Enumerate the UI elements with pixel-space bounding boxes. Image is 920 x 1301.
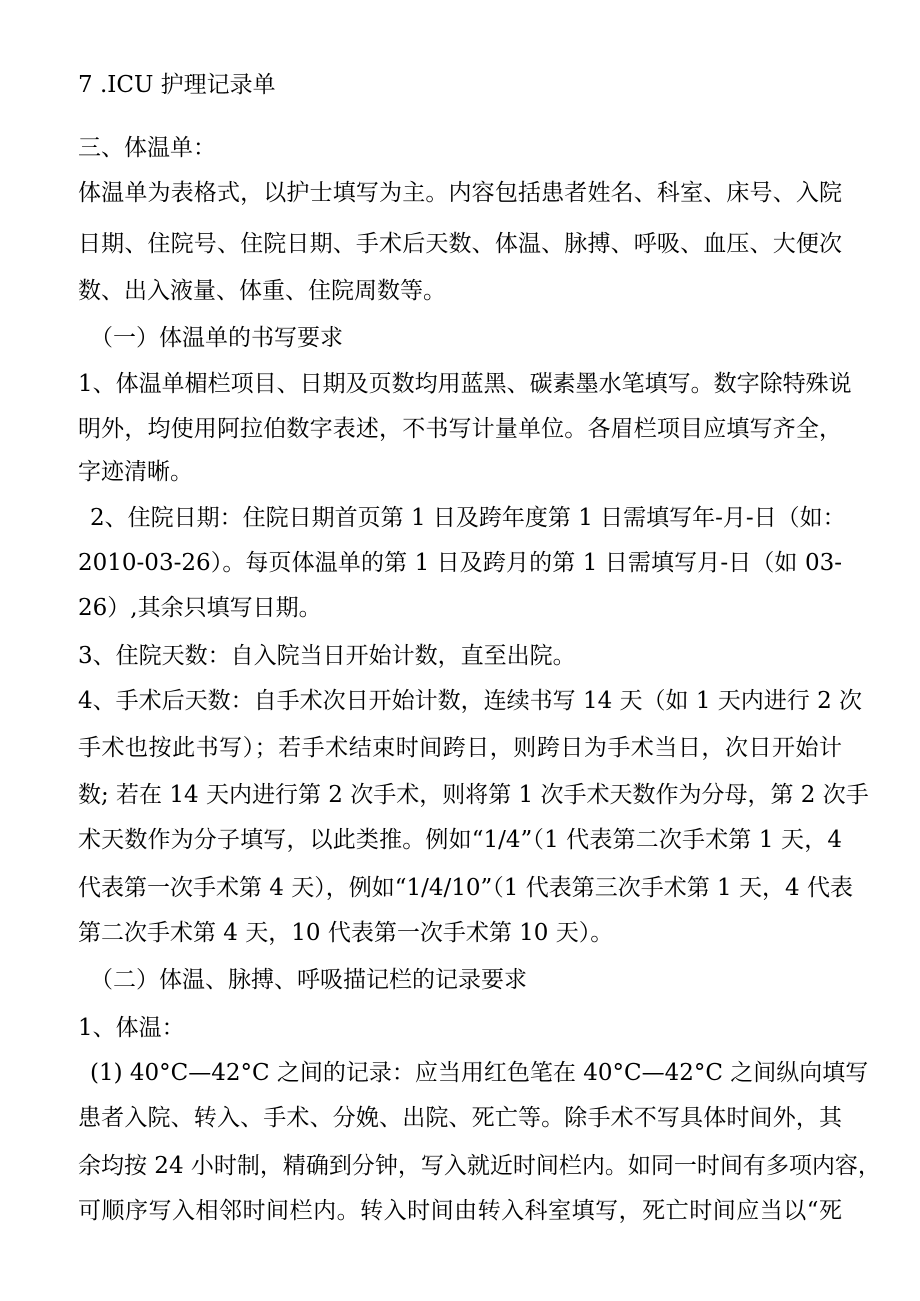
paragraph-line: 字迹清晰。 <box>78 459 193 485</box>
section-heading-icu-record: 7 .ICU 护理记录单 <box>78 72 276 98</box>
paragraph-line: 数; 若在 14 天内进行第 2 次手术，则将第 1 次手术天数作为分母，第 2 次手 <box>78 782 869 808</box>
paragraph-line: 数、出入液量、体重、住院周数等。 <box>78 278 446 304</box>
paragraph-line: 患者入院、转入、手术、分娩、出院、死亡等。除手术不写具体时间外，其 <box>78 1105 842 1131</box>
paragraph-line: 余均按 24 小时制，精确到分钟，写入就近时间栏内。如同一时间有多项内容， <box>78 1153 881 1179</box>
paragraph-line: 3、住院天数：自入院当日开始计数，直至出院。 <box>78 643 576 669</box>
paragraph-line: 4、手术后天数：自手术次日开始计数，连续书写 14 天（如 1 天内进行 2 次 <box>78 688 863 714</box>
paragraph-line: 日期、住院号、住院日期、手术后天数、体温、脉搏、呼吸、血压、大便次 <box>78 231 842 257</box>
paragraph-line: 1、体温单楣栏项目、日期及页数均用蓝黑、碳素墨水笔填写。数字除特殊说 <box>78 371 852 397</box>
paragraph-line: 第二次手术第 4 天，10 代表第一次手术第 10 天）。 <box>78 920 614 946</box>
paragraph-line: 2010-03-26）。每页体温单的第 1 日及跨月的第 1 日需填写月-日（如 03- <box>78 550 842 576</box>
paragraph-line: 可顺序写入相邻时间栏内。转入时间由转入科室填写，死亡时间应当以“死 <box>78 1198 842 1224</box>
paragraph-line: 体温单为表格式，以护士填写为主。内容包括患者姓名、科室、床号、入院 <box>78 180 842 206</box>
paragraph-line: 术天数作为分子填写，以此类推。例如“1/4”（1 代表第二次手术第 1 天，4 <box>78 827 842 853</box>
paragraph-line: 2、住院日期：住院日期首页第 1 日及跨年度第 1 日需填写年-月-日（如： <box>90 505 846 531</box>
section-heading-temperature-chart: 三、体温单： <box>78 135 216 161</box>
paragraph-line: 26）,其余只填写日期。 <box>78 595 322 621</box>
subsection-heading-vital-signs: （二）体温、脉搏、呼吸描记栏的记录要求 <box>90 967 527 993</box>
subsection-heading-writing-requirements: （一）体温单的书写要求 <box>90 325 343 351</box>
paragraph-line: 代表第一次手术第 4 天），例如“1/4/10”（1 代表第三次手术第 1 天，4 代表 <box>78 875 853 901</box>
paragraph-line: 手术也按此书写）；若手术结束时间跨日，则跨日为手术当日，次日开始计 <box>78 735 842 761</box>
paragraph-line: 明外，均使用阿拉伯数字表述，不书写计量单位。各眉栏项目应填写齐全， <box>78 416 842 442</box>
paragraph-line: (1) 40°C—42°C 之间的记录：应当用红色笔在 40°C—42°C 之间纵向填写 <box>90 1060 869 1086</box>
item-heading-temperature: 1、体温： <box>78 1015 185 1041</box>
